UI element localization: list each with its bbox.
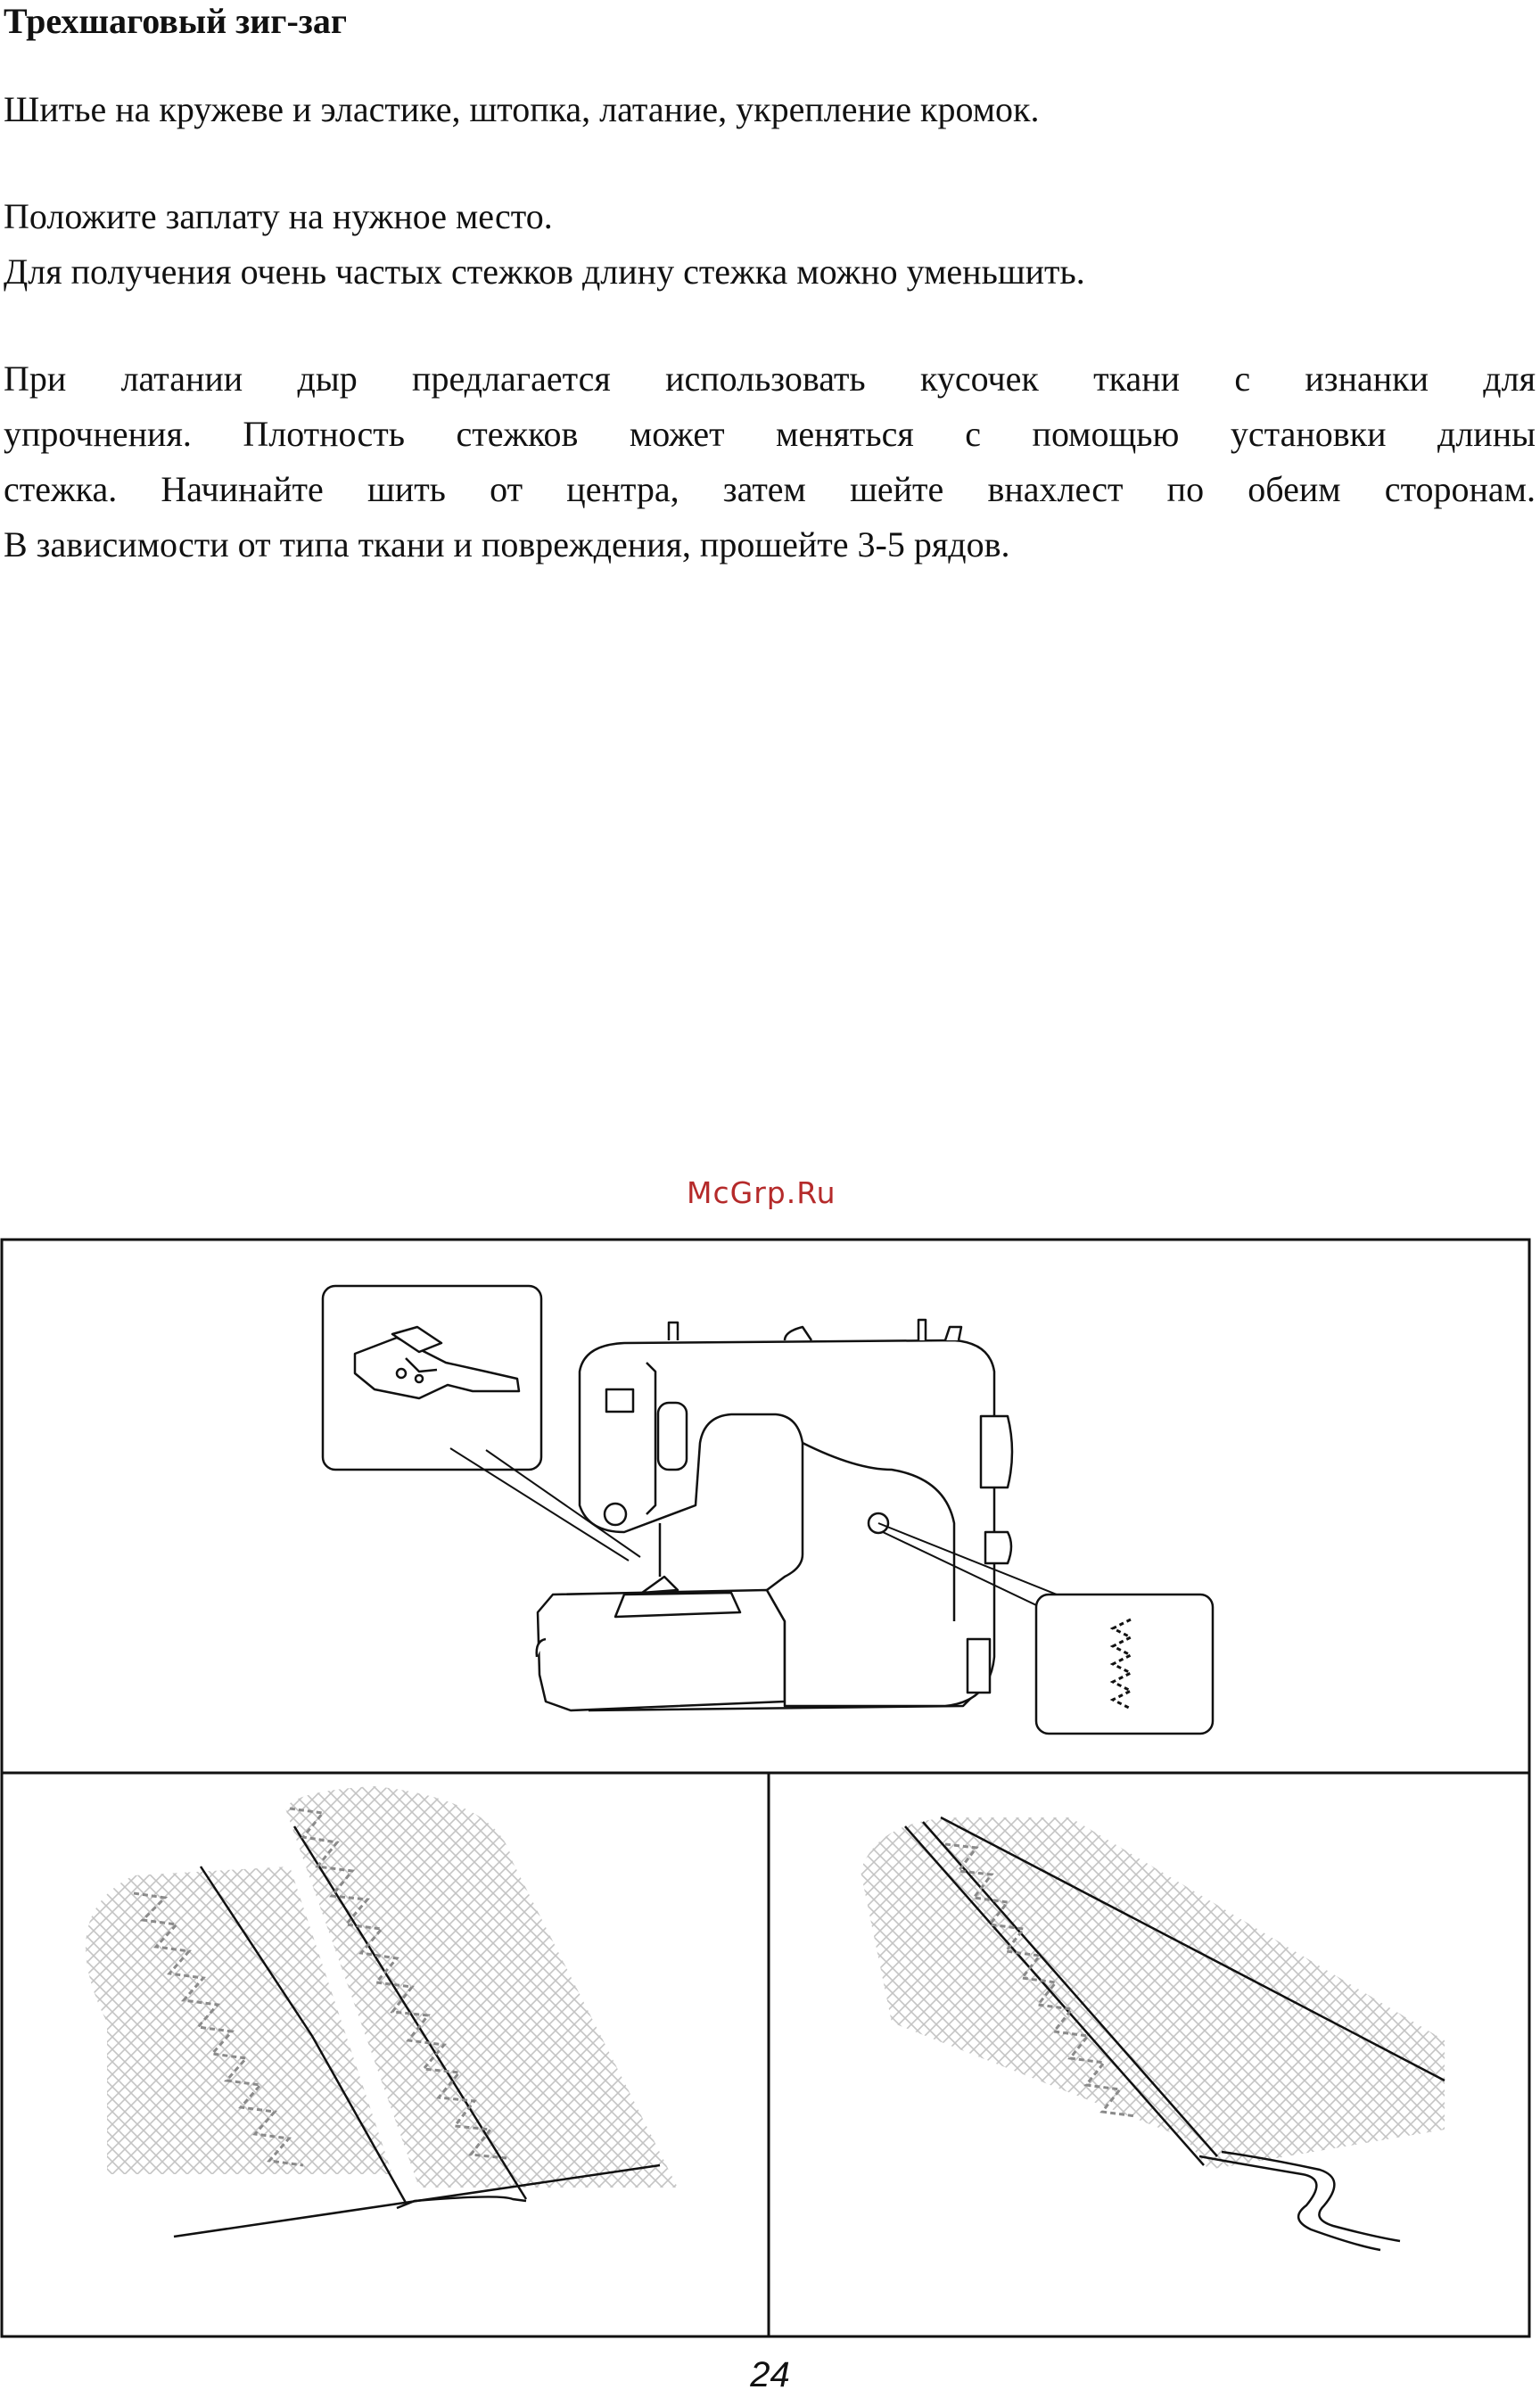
darning-line-4: В зависимости от типа ткани и повреждения, прошейте 3-5 рядов. (4, 524, 1010, 564)
patch-line-2: Для получения очень частых стежков длину стежка можно уменьшить. (4, 251, 1085, 292)
darning-line-1: При латании дыр предлагается использовать кусочек ткани с изнанки для (4, 358, 1536, 399)
illustration-frame (0, 1238, 1532, 2340)
usage-paragraph: Шитье на кружеве и эластике, штопка, латание, укрепление кромок. (4, 89, 1040, 129)
sewing-machine-icon (537, 1320, 1012, 1710)
section-heading: Трехшаговый зиг-заг (4, 1, 348, 41)
edge-seam-illustration (861, 1817, 1445, 2250)
darning-instructions (4, 351, 1536, 573)
lace-seam-illustration (86, 1786, 678, 2237)
darning-line-2: упрочнения. Плотность стежков может меняться с помощью установки длины (4, 414, 1536, 454)
page-number: 24 (750, 2355, 790, 2394)
darning-line-3: стежка. Начинайте шить от центра, затем шейте внахлест по обеим сторонам. (4, 469, 1536, 509)
patch-line-1: Положите заплату на нужное место. (4, 196, 553, 236)
patch-instructions (4, 189, 1536, 300)
watermark-text: McGrp.Ru (687, 1175, 836, 1210)
